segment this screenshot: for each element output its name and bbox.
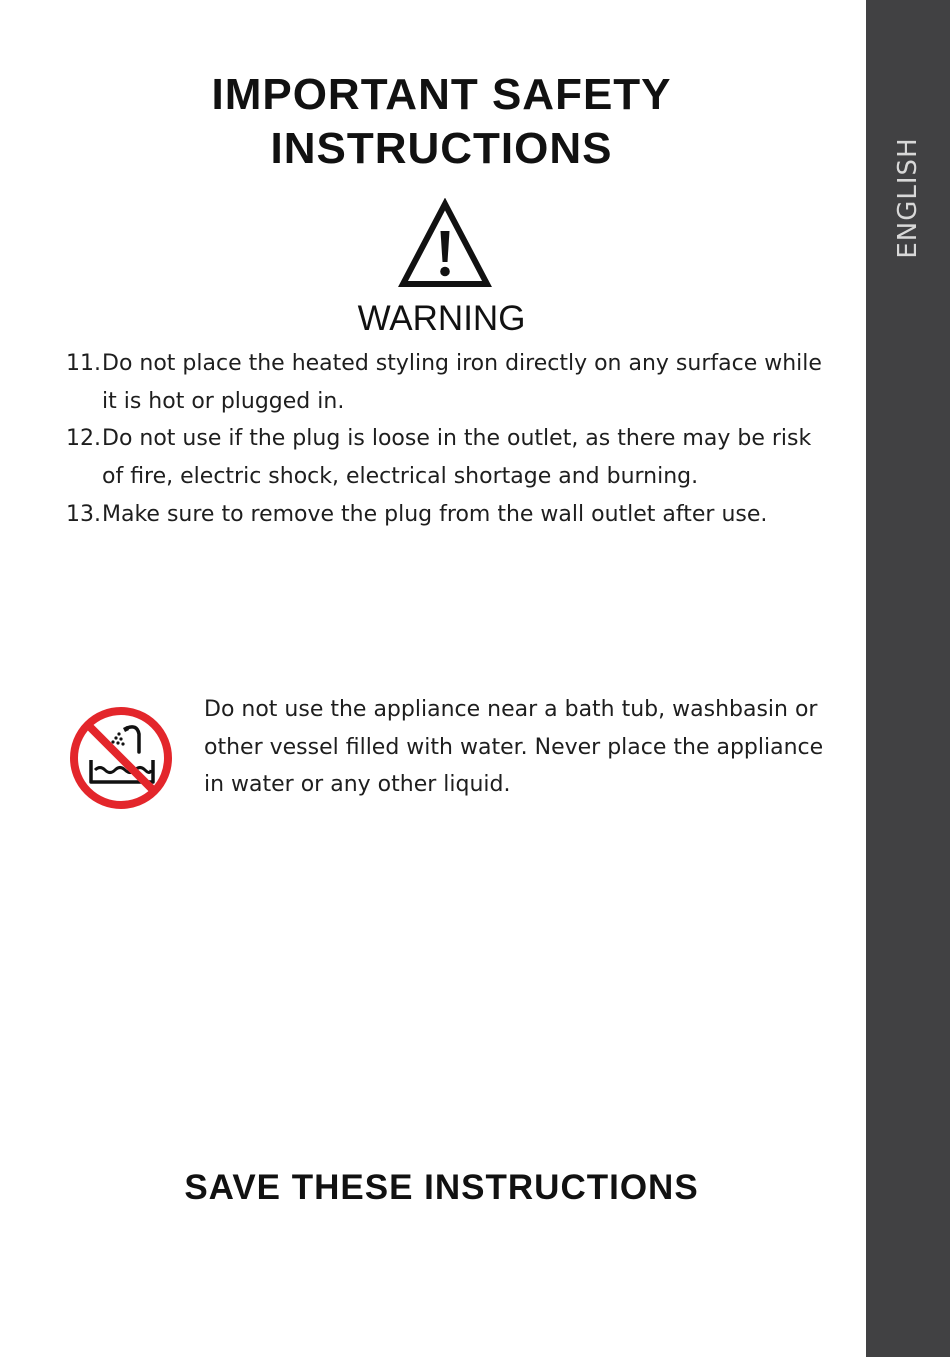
language-side-tab xyxy=(866,0,950,1357)
water-warning-text: Do not use the appliance near a bath tub, washbasin or other vessel filled with water. Never place the appliance in water or any other liquid. xyxy=(204,697,824,798)
list-item xyxy=(66,496,826,534)
language-label: ENGLISH xyxy=(893,137,923,259)
save-instructions-title: SAVE THESE INSTRUCTIONS xyxy=(184,1168,699,1207)
item-text: Do not use if the plug is loose in the outlet, as there may be risk of fire, electric shock, electrical shortage and burning. xyxy=(102,426,812,490)
warning-triangle-icon xyxy=(397,198,493,290)
item-number: 11. xyxy=(66,351,101,376)
page-title xyxy=(0,68,883,176)
page-title-line-1: IMPORTANT SAFETY xyxy=(211,70,672,119)
item-number: 12. xyxy=(66,426,101,452)
list-item xyxy=(66,420,826,495)
no-water-icon xyxy=(67,704,175,812)
list-item xyxy=(66,345,826,420)
item-text: Make sure to remove the plug from the wall outlet after use. xyxy=(102,501,768,527)
warning-label: WARNING xyxy=(357,299,526,338)
page-title-line-2: INSTRUCTIONS xyxy=(270,124,613,173)
instruction-list xyxy=(66,345,826,534)
item-text: Do not place the heated styling iron directly on any surface while it is hot or plugged in. xyxy=(102,351,822,414)
item-number: 13. xyxy=(66,501,101,527)
